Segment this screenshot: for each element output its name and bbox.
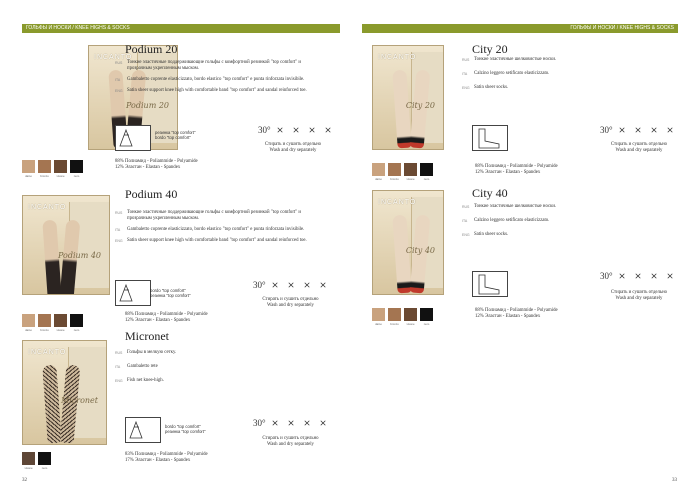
swatch-label: bronzo — [40, 328, 49, 332]
band-label: bordo "top comfort" резинка "top comfort" — [165, 424, 206, 434]
swatch — [404, 308, 417, 326]
swatch-chip — [388, 163, 401, 176]
swatch — [54, 160, 67, 178]
swatch-chip — [70, 160, 83, 173]
description-text-it: Gambaletto rete — [127, 364, 158, 369]
color-swatches — [372, 163, 433, 181]
no-iron-icon: ⨯ — [287, 280, 295, 290]
composition: 88% Полиамид - Poliammide - Polyamide 12% Эластан - Elastan - Spandex — [475, 308, 558, 319]
swatch-label: visone — [406, 177, 415, 181]
description-text-it: Calzino leggero setificato elasticizzato. — [474, 71, 550, 76]
product-title: City 40 — [472, 186, 508, 200]
swatch-label: daino — [25, 328, 32, 332]
sock-illustration — [472, 271, 508, 297]
top-comfort-band-illustration — [115, 280, 151, 306]
color-swatches — [22, 160, 83, 178]
description-en: ENG Satin sheer support knee high with comfortable band "top comfort" and sandal reinforced toe. — [115, 238, 307, 243]
wash-30-icon: 30° — [600, 125, 613, 135]
swatch-chip — [404, 308, 417, 321]
product-title: City 20 — [472, 42, 508, 56]
wash-instructions: Стирать и сушить отдельно Wash and dry separately — [262, 436, 319, 447]
wash-instructions: Стирать и сушить отдельно Wash and dry separately — [264, 142, 322, 153]
swatch-chip — [38, 452, 51, 465]
swatch-chip — [372, 163, 385, 176]
swatch-chip — [38, 160, 51, 173]
swatch-label: nero — [423, 177, 430, 181]
description-ru: RUS Тонкие эластичные поддерживающие гольфы с комфортной резинкой "top comfort" и прозрачным укрепленным мыском. — [115, 60, 301, 71]
wash-instructions: Стирать и сушить отдельно Wash and dry separately — [610, 290, 668, 301]
top-comfort-band-illustration — [125, 417, 161, 443]
no-dryclean-icon: ⨯ — [308, 125, 316, 135]
no-dryclean-icon: ⨯ — [650, 125, 658, 135]
no-dryclean-icon: ⨯ — [650, 271, 658, 281]
description-ru: RUS Тонкие эластичные шелковистые носки. — [462, 204, 557, 209]
band-label: резинка "top comfort" bordo "top comfort" — [155, 130, 196, 140]
color-swatches — [22, 452, 51, 470]
swatch-label: visone — [56, 328, 65, 332]
description-it: ITA Calzino leggero setificato elasticizzato. — [462, 71, 550, 76]
section-header-right: ГОЛЬФЫ И НОСКИ / KNEE HIGHS & SOCKS — [362, 24, 678, 33]
swatch-chip — [38, 314, 51, 327]
description-text-it: Gambaletto coprente elasticizzato, bordo elastico "top comfort" e punta rinforzata invisibile. — [127, 227, 305, 232]
page-number-right: 33 — [672, 478, 677, 483]
product-description — [462, 57, 662, 96]
swatch-label: bronzo — [40, 174, 49, 178]
description-text-ru: Тонкие эластичные шелковистые носки. — [474, 57, 557, 62]
product-description — [462, 204, 662, 243]
swatch-label: daino — [375, 322, 382, 326]
package-product-name: Podium 40 — [57, 251, 101, 260]
swatch-label: visone — [406, 322, 415, 326]
package-product-name: Podium 20 — [125, 101, 169, 110]
product-description — [115, 350, 315, 389]
description-text-ru: Тонкие эластичные шелковистые носки. — [474, 204, 557, 209]
no-iron-icon: ⨯ — [634, 271, 642, 281]
top-comfort-band-illustration — [115, 125, 151, 151]
swatch-label: visone — [24, 466, 33, 470]
no-tumble-dry-icon: ⨯ — [324, 125, 332, 135]
swatch — [22, 314, 35, 332]
product-description — [115, 210, 325, 249]
wash-30-icon: 30° — [253, 280, 266, 290]
swatch-label: bronzo — [390, 177, 399, 181]
care-icons — [253, 280, 329, 290]
description-en: ENG Satin sheer socks. — [462, 232, 509, 237]
no-iron-icon: ⨯ — [287, 418, 295, 428]
description-ru: RUS Тонкие эластичные поддерживающие гольфы с комфортной резинкой "top comfort" и прозрачным укрепленным мыском. — [115, 210, 301, 221]
composition: 88% Полиамид - Poliammide - Polyamide 12% Эластан - Elastan - Spandex — [125, 312, 208, 323]
swatch-chip — [420, 308, 433, 321]
page-number-left: 32 — [22, 478, 27, 483]
description-ru: RUS Гольфы в мелкую сетку. — [115, 350, 177, 355]
brand-logo: INCANTO — [378, 199, 417, 206]
description-text-it: Gambaletto coprente elasticizzato, bordo elastico "top comfort" e punta rinforzata invisibile. — [127, 77, 305, 82]
swatch-label: nero — [73, 328, 80, 332]
description-text-ru: Гольфы в мелкую сетку. — [127, 350, 177, 355]
swatch — [70, 160, 83, 178]
swatch-chip — [22, 314, 35, 327]
swatch-chip — [372, 308, 385, 321]
swatch-label: nero — [73, 174, 80, 178]
swatch-label: daino — [25, 174, 32, 178]
swatch — [372, 308, 385, 326]
product-description — [115, 60, 325, 99]
description-it: ITA Calzino leggero setificato elasticizzato. — [462, 218, 550, 223]
swatch — [420, 308, 433, 326]
swatch — [38, 160, 51, 178]
section-header-left: ГОЛЬФЫ И НОСКИ / KNEE HIGHS & SOCKS — [22, 24, 340, 33]
composition: 88% Полиамид - Poliammide - Polyamide 12% Эластан - Elastan - Spandex — [475, 164, 558, 175]
wash-instructions: Стирать и сушить отдельно Wash and dry separately — [262, 297, 319, 308]
description-text-en: Satin sheer support knee high with comfortable band "top comfort" and sandal reinforced toe. — [127, 88, 307, 93]
product-package-podium-40 — [22, 195, 110, 295]
no-tumble-dry-icon: ⨯ — [666, 271, 674, 281]
swatch-chip — [22, 160, 35, 173]
wash-30-icon: 30° — [258, 125, 271, 135]
product-package-city-20 — [372, 45, 444, 150]
description-it: ITA Gambaletto coprente elasticizzato, bordo elastico "top comfort" e punta rinforzata invisibile. — [115, 227, 305, 232]
sock-illustration — [472, 125, 508, 151]
description-text-en: Satin sheer support knee high with comfortable band "top comfort" and sandal reinforced toe. — [127, 238, 307, 243]
description-ru: RUS Тонкие эластичные шелковистые носки. — [462, 57, 557, 62]
swatch-label: nero — [423, 322, 430, 326]
swatch-label: nero — [41, 466, 48, 470]
swatch-chip — [388, 308, 401, 321]
no-tumble-dry-icon: ⨯ — [666, 125, 674, 135]
product-title: Podium 20 — [125, 42, 178, 56]
brand-logo: INCANTO — [28, 349, 67, 356]
product-package-micronet — [22, 340, 107, 445]
swatch-chip — [404, 163, 417, 176]
package-product-name: City 20 — [405, 101, 435, 110]
no-bleach-icon: ⨯ — [271, 280, 279, 290]
swatch-label: bronzo — [390, 322, 399, 326]
swatch-chip — [70, 314, 83, 327]
swatch — [22, 160, 35, 178]
product-title: Podium 40 — [125, 187, 178, 201]
description-text-en: Fish net knee-high. — [127, 378, 164, 383]
product-package-city-40 — [372, 190, 444, 295]
wash-instructions: Стирать и сушить отдельно Wash and dry separately — [610, 142, 668, 153]
swatch — [388, 308, 401, 326]
brand-logo: INCANTO — [94, 54, 133, 61]
swatch — [404, 163, 417, 181]
no-bleach-icon: ⨯ — [618, 271, 626, 281]
no-dryclean-icon: ⨯ — [303, 418, 311, 428]
care-icons — [600, 271, 676, 281]
care-icons — [258, 125, 334, 135]
description-en: ENG Satin sheer support knee high with comfortable band "top comfort" and sandal reinforced toe. — [115, 88, 307, 93]
swatch — [22, 452, 35, 470]
no-tumble-dry-icon: ⨯ — [319, 280, 327, 290]
color-swatches — [22, 314, 83, 332]
description-en: ENG Satin sheer socks. — [462, 85, 509, 90]
color-swatches — [372, 308, 433, 326]
package-product-name: Micronet — [61, 396, 98, 405]
description-text-ru: Тонкие эластичные поддерживающие гольфы с комфортной резинкой "top comfort" и прозрачным укрепленным мыском. — [127, 210, 301, 221]
swatch — [420, 163, 433, 181]
swatch-chip — [420, 163, 433, 176]
swatch-label: visone — [56, 174, 65, 178]
band-label: bordo "top comfort" резинка "top comfort" — [150, 288, 191, 298]
description-text-en: Satin sheer socks. — [474, 232, 509, 237]
brand-logo: INCANTO — [378, 54, 417, 61]
package-product-name: City 40 — [405, 246, 435, 255]
description-it: ITA Gambaletto rete — [115, 364, 158, 369]
composition: 88% Полиамид - Poliammide - Polyamide 12% Эластан - Elastan - Spandex — [115, 159, 198, 170]
no-iron-icon: ⨯ — [292, 125, 300, 135]
no-dryclean-icon: ⨯ — [303, 280, 311, 290]
description-it: ITA Gambaletto coprente elasticizzato, bordo elastico "top comfort" e punta rinforzata invisibile. — [115, 77, 305, 82]
no-bleach-icon: ⨯ — [276, 125, 284, 135]
swatch — [70, 314, 83, 332]
wash-30-icon: 30° — [600, 271, 613, 281]
description-text-en: Satin sheer socks. — [474, 85, 509, 90]
swatch — [38, 452, 51, 470]
no-bleach-icon: ⨯ — [618, 125, 626, 135]
swatch-label: daino — [375, 177, 382, 181]
care-icons — [253, 418, 329, 428]
swatch-chip — [22, 452, 35, 465]
brand-logo: INCANTO — [28, 204, 67, 211]
swatch — [54, 314, 67, 332]
no-bleach-icon: ⨯ — [271, 418, 279, 428]
no-tumble-dry-icon: ⨯ — [319, 418, 327, 428]
composition: 83% Полиамид - Poliammide - Polyamide 17% Эластан - Elastan - Spandex — [125, 452, 208, 463]
swatch — [38, 314, 51, 332]
description-en: ENG Fish net knee-high. — [115, 378, 164, 383]
swatch — [372, 163, 385, 181]
swatch — [388, 163, 401, 181]
no-iron-icon: ⨯ — [634, 125, 642, 135]
wash-30-icon: 30° — [253, 418, 266, 428]
product-title: Micronet — [125, 329, 169, 343]
swatch-chip — [54, 314, 67, 327]
care-icons — [600, 125, 676, 135]
swatch-chip — [54, 160, 67, 173]
description-text-ru: Тонкие эластичные поддерживающие гольфы с комфортной резинкой "top comfort" и прозрачным укрепленным мыском. — [127, 60, 301, 71]
description-text-it: Calzino leggero setificato elasticizzato. — [474, 218, 550, 223]
